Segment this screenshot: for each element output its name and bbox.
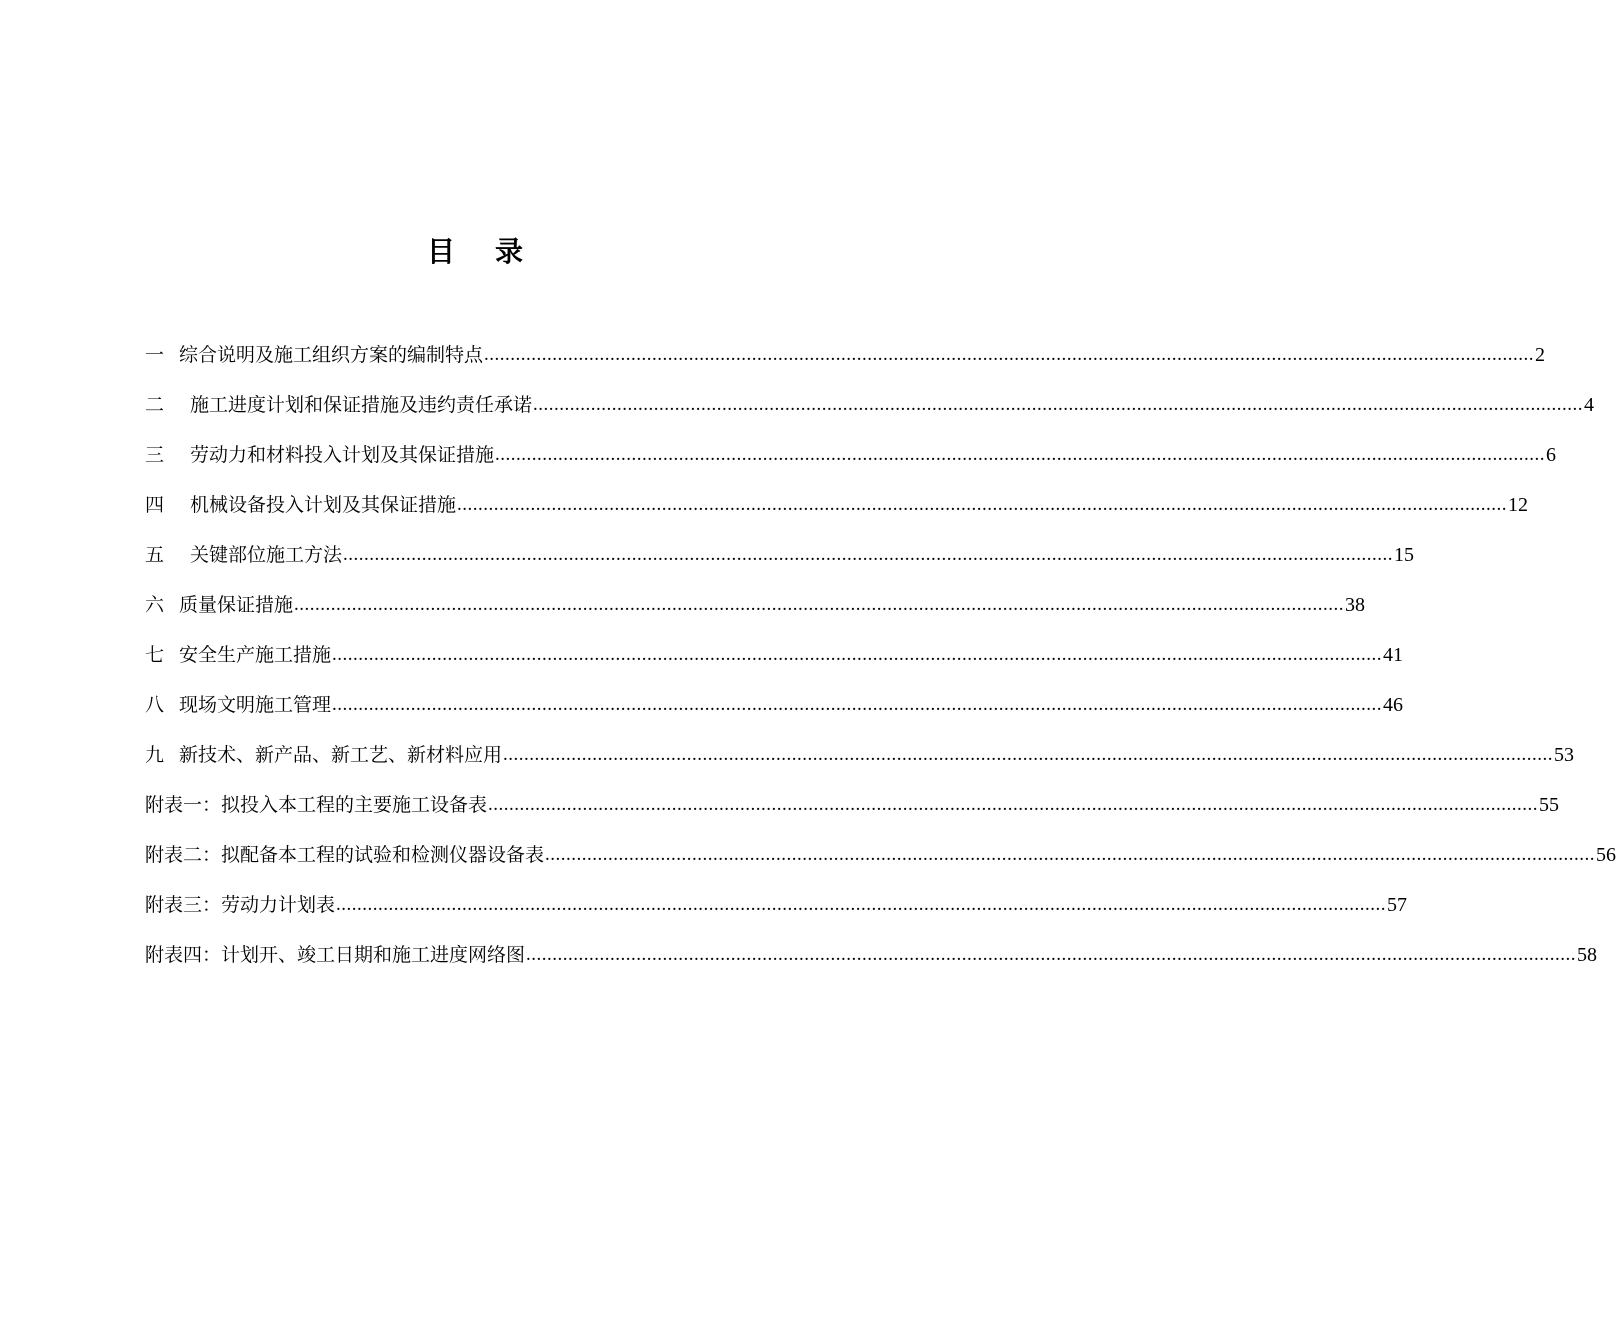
toc-entry-label: 机械设备投入计划及其保证措施: [190, 494, 457, 516]
toc-entry-page-number: 58: [1577, 944, 1598, 966]
toc-entry-number: 九: [145, 744, 165, 766]
toc-entry[interactable]: [145, 630, 1404, 680]
toc-entry[interactable]: [145, 830, 1616, 880]
toc-entry-page-number: 53: [1554, 744, 1575, 766]
toc-entry-number: 一: [145, 344, 165, 366]
toc-entry[interactable]: [145, 780, 1560, 830]
toc-entry-label: 附表四：计划开、竣工日期和施工进度网络图: [145, 944, 526, 966]
toc-entry-label: 施工进度计划和保证措施及违约责任承诺: [190, 394, 533, 416]
title-char-2: 录: [495, 235, 524, 268]
toc-entry-number: 四: [145, 494, 165, 516]
toc-dot-leader: ........................................................................................................................................................................................................: [495, 444, 1546, 465]
toc-dot-leader: ........................................................................................................................................................................................................: [503, 744, 1554, 765]
toc-entry[interactable]: [145, 330, 1546, 380]
toc-entry-number: 二: [145, 394, 165, 416]
toc-entry-number: 八: [145, 694, 165, 716]
toc-entry[interactable]: [145, 730, 1575, 780]
toc-entry-number: 五: [145, 544, 165, 566]
toc-entry-page-number: 46: [1383, 694, 1404, 716]
toc-dot-leader: ........................................................................................................................................................................................................: [294, 594, 1345, 615]
toc-entry-label: 附表二：拟配备本工程的试验和检测仪器设备表: [145, 844, 545, 866]
toc-dot-leader: ........................................................................................................................................................................................................: [533, 394, 1584, 415]
table-of-contents: [145, 330, 1616, 980]
toc-dot-leader: ........................................................................................................................................................................................................: [545, 844, 1596, 865]
toc-entry[interactable]: [145, 580, 1366, 630]
toc-entry-label: 关键部位施工方法: [190, 544, 343, 566]
toc-entry[interactable]: [145, 930, 1598, 980]
toc-entry-page-number: 2: [1535, 344, 1546, 366]
toc-entry-label: 质量保证措施: [179, 594, 294, 616]
toc-entry-label: 现场文明施工管理: [179, 694, 332, 716]
toc-entry[interactable]: [145, 530, 1415, 580]
toc-entry-page-number: 4: [1584, 394, 1595, 416]
toc-entry-number: 三: [145, 444, 165, 466]
toc-entry-page-number: 38: [1345, 594, 1366, 616]
toc-dot-leader: ........................................................................................................................................................................................................: [332, 644, 1383, 665]
toc-entry[interactable]: [145, 380, 1595, 430]
toc-dot-leader: ........................................................................................................................................................................................................: [332, 694, 1383, 715]
toc-entry-page-number: 41: [1383, 644, 1404, 666]
title-char-1: 目: [426, 235, 455, 268]
toc-dot-leader: ........................................................................................................................................................................................................: [343, 544, 1394, 565]
toc-entry-page-number: 12: [1508, 494, 1529, 516]
toc-entry-page-number: 15: [1394, 544, 1415, 566]
toc-entry-label: 附表一：拟投入本工程的主要施工设备表: [145, 794, 488, 816]
toc-entry[interactable]: [145, 430, 1557, 480]
toc-entry-label: 安全生产施工措施: [179, 644, 332, 666]
toc-entry[interactable]: [145, 680, 1404, 730]
toc-entry-page-number: 55: [1539, 794, 1560, 816]
toc-entry-page-number: 56: [1596, 844, 1616, 866]
toc-entry-label: 附表三：劳动力计划表: [145, 894, 336, 916]
toc-entry-number: 七: [145, 644, 165, 666]
toc-entry-number: 六: [145, 594, 165, 616]
toc-dot-leader: ........................................................................................................................................................................................................: [488, 794, 1539, 815]
toc-dot-leader: ........................................................................................................................................................................................................: [336, 894, 1387, 915]
toc-entry-label: 劳动力和材料投入计划及其保证措施: [190, 444, 495, 466]
toc-dot-leader: ........................................................................................................................................................................................................: [484, 344, 1535, 365]
toc-entry[interactable]: [145, 480, 1529, 530]
toc-entry-label: 综合说明及施工组织方案的编制特点: [179, 344, 484, 366]
toc-entry-page-number: 6: [1546, 444, 1557, 466]
toc-entry[interactable]: [145, 880, 1408, 930]
toc-dot-leader: ........................................................................................................................................................................................................: [526, 944, 1577, 965]
toc-dot-leader: ........................................................................................................................................................................................................: [457, 494, 1508, 515]
toc-entry-label: 新技术、新产品、新工艺、新材料应用: [179, 744, 503, 766]
toc-entry-page-number: 57: [1387, 894, 1408, 916]
page-title: [0, 232, 950, 272]
